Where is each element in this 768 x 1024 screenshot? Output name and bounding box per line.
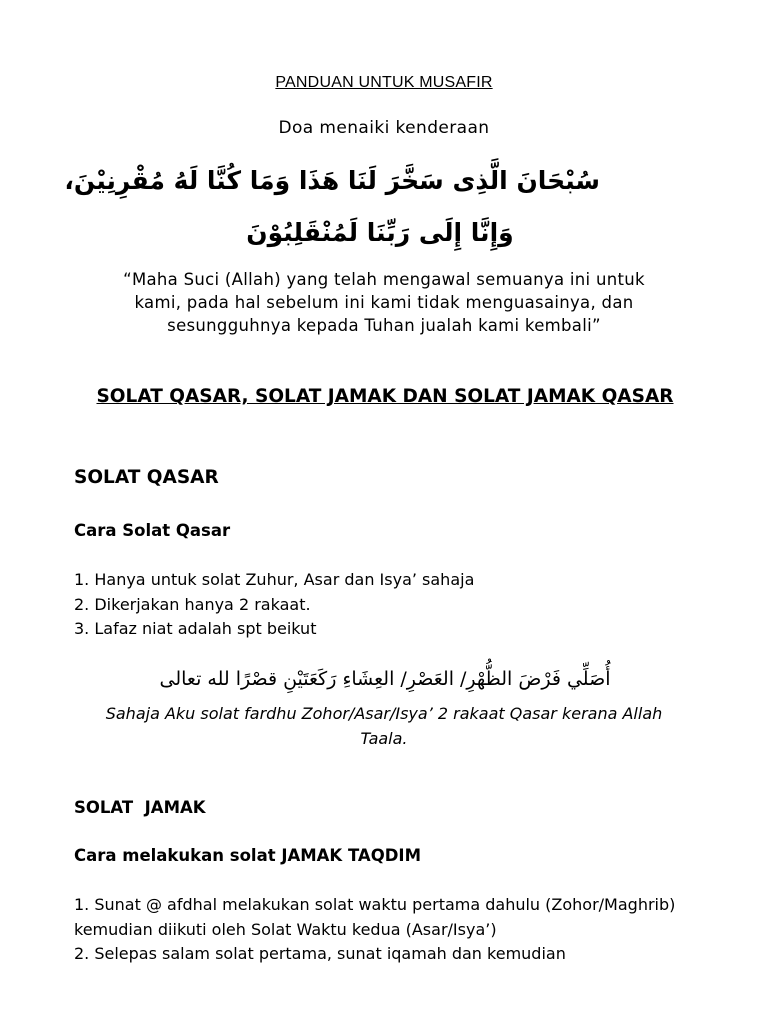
jamak-subheading: Cara melakukan solat JAMAK TAQDIM [74, 846, 421, 865]
niat-arabic-text: أُصَلِّي فَرْضَ الظُّهْرِ/ العَصْرِ/ العِشَاءِ رَكَعَتَيْنِ قصْرًا لله تعالى [159, 668, 611, 690]
jamak-heading: SOLAT JAMAK [74, 798, 206, 817]
jamak-steps-list [74, 893, 694, 967]
section-title: SOLAT QASAR, SOLAT JAMAK DAN SOLAT JAMAK QASAR [96, 386, 674, 407]
niat-translation: Sahaja Aku solat fardhu Zohor/Asar/Isya’ 2 rakaat Qasar kerana Allah Taala. [105, 704, 663, 748]
list-item: 2. Dikerjakan hanya 2 rakaat. [74, 594, 311, 614]
list-item: 1. Sunat @ afdhal melakukan solat waktu pertama dahulu (Zohor/Maghrib) kemudian diikuti oleh Solat Waktu kedua (Asar/Isya’) [74, 895, 676, 939]
qasar-subheading: Cara Solat Qasar [74, 521, 231, 540]
list-item: 3. Lafaz niat adalah spt beikut [74, 619, 317, 638]
qasar-steps-list [74, 568, 474, 642]
doa-heading: Doa menaiki kenderaan [278, 118, 490, 138]
page-title: PANDUAN UNTUK MUSAFIR [275, 74, 493, 91]
list-item: 1. Hanya untuk solat Zuhur, Asar dan Isya’ sahaja [74, 570, 475, 589]
doa-arabic-line-1: سُبْحَانَ الَّذِى سَخَّرَ لَنَا هَذَا وَمَا كُنَّا لَهُ مُقْرِنِيْنَ، [64, 166, 600, 195]
doa-translation: “Maha Suci (Allah) yang telah mengawal semuanya ini untuk kami, pada hal sebelum ini kami tidak menguasainya, dan sesungguhnya kepada Tuhan jualah kami kembali” [123, 270, 645, 335]
list-item: 2. Selepas salam solat pertama, sunat iqamah dan kemudian [74, 944, 566, 963]
doa-arabic-line-2: وَإِنَّا إِلَى رَبِّنَا لَمُنْقَلِبُوْنَ [246, 218, 514, 247]
qasar-heading: SOLAT QASAR [74, 467, 219, 488]
